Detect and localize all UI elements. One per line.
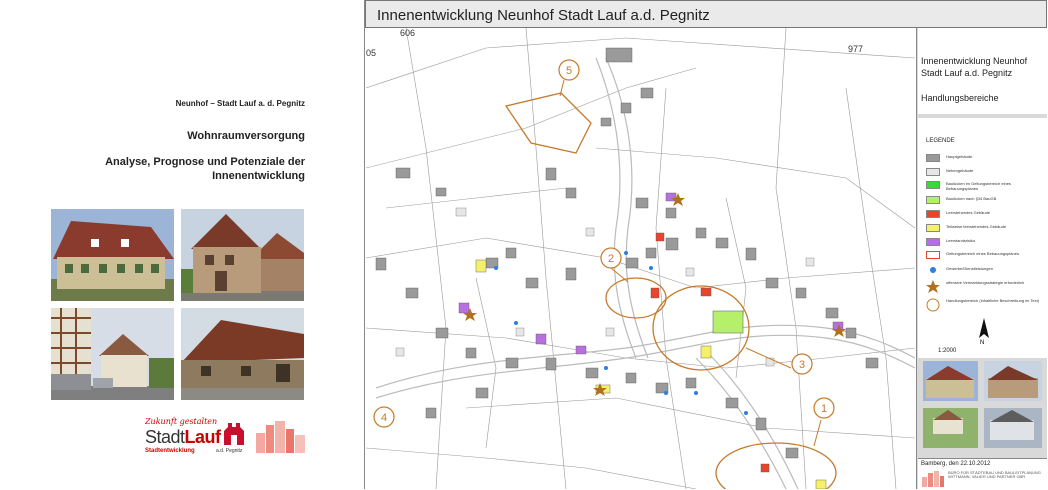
logo-subtitle: Stadtentwicklung xyxy=(145,448,195,454)
parcel-label-977: 977 xyxy=(848,44,864,54)
north-arrow-icon xyxy=(976,318,992,344)
legend-swatch xyxy=(926,196,940,204)
house-photo-2 xyxy=(181,209,304,301)
cover-title-2: Analyse, Prognose und Potenziale der Innenentwicklung xyxy=(105,156,305,182)
sheet-title-bar xyxy=(365,0,1047,28)
cover-photo-1 xyxy=(51,209,174,301)
area-label-2: 2 xyxy=(607,253,615,265)
legend-item: Baulücken im Geltungsbereich eines Bebauungsplanes xyxy=(926,181,1046,191)
cadastral-map[interactable] xyxy=(366,28,915,489)
parcel-label-606: 606 xyxy=(400,28,416,38)
legend-heading: LEGENDE xyxy=(926,138,955,144)
skyline-icon xyxy=(256,421,306,453)
cover-photo-2 xyxy=(181,209,304,301)
panel-title: Innenentwicklung Neunhof Stadt Lauf a.d. Pegnitz xyxy=(921,56,1028,78)
vacancy-risk-building xyxy=(576,346,586,354)
thumbnail-photos xyxy=(918,358,1047,458)
partly-vacant-building xyxy=(816,480,826,489)
vacant-building xyxy=(701,288,711,296)
cover-photo-4 xyxy=(181,308,304,400)
area-label-4: 4 xyxy=(380,412,388,424)
area-label-5: 5 xyxy=(565,65,573,77)
panel-header xyxy=(918,28,1047,114)
plan-date: Bamberg, den 22.10.2012 xyxy=(921,461,991,467)
logo-ad-pegnitz: a.d. Pegnitz xyxy=(216,448,243,454)
legend-item: Teilweise leerstehendes Gebäude xyxy=(926,224,1046,234)
legend-item: Leerstandsrisiko xyxy=(926,238,1046,248)
office-name: BÜRO FÜR STÄDTEBAU UND BAULEITPLANUNG WITTMANN, VALIER UND PARTNER GBR xyxy=(948,470,1041,479)
legend-panel xyxy=(916,28,1047,489)
legend-item: Baulücken nach §34 BauGB xyxy=(926,196,1046,206)
report-cover xyxy=(0,0,362,489)
vacant-building xyxy=(761,464,769,472)
legend-item: offensive Vermarktungsstrategie erforderlich xyxy=(926,280,1046,294)
panel-subtitle: Handlungsbereiche xyxy=(921,93,999,103)
star-icon xyxy=(926,280,940,294)
area-label-1: 1 xyxy=(820,403,828,415)
legend-item: Handlungsbereich (inhaltliche Beschreibung im Text) xyxy=(926,298,1046,312)
legend-item: Leerstehendes Gebäude xyxy=(926,210,1046,220)
vacant-building xyxy=(651,288,659,298)
city-crest-icon xyxy=(222,421,246,447)
vacancy-risk-building xyxy=(459,303,469,313)
cover-subtitle: Neunhof – Stadt Lauf a. d. Pegnitz xyxy=(175,99,305,108)
action-area-icon xyxy=(926,298,940,312)
legend xyxy=(918,118,1047,358)
legend-swatch xyxy=(926,238,940,246)
sheet-title: Innenentwicklung Neunhof Stadt Lauf a.d. Pegnitz xyxy=(377,7,710,24)
vacant-lot-34 xyxy=(713,311,743,333)
map-sheet xyxy=(364,0,1048,489)
cover-photo-3 xyxy=(51,308,174,400)
logo-stadt: Stadt xyxy=(145,427,185,447)
legend-swatch xyxy=(926,224,940,232)
map-canvas xyxy=(366,28,915,489)
partly-vacant-building xyxy=(476,260,486,272)
legend-item: Geltungsbereich eines Bebauungsplanes xyxy=(926,251,1046,261)
legend-swatch xyxy=(926,181,940,189)
commercial-dot-icon xyxy=(930,267,936,273)
svg-text:N: N xyxy=(980,340,985,344)
panel-footer xyxy=(918,458,1047,490)
legend-swatch xyxy=(926,168,940,176)
cover-title: Wohnraumversorgung xyxy=(187,130,305,142)
legend-item: Hauptgebäude xyxy=(926,154,1046,164)
logo-lauf: Lauf xyxy=(184,427,221,447)
panel-thumbnails xyxy=(918,358,1047,458)
office-logo-icon xyxy=(922,471,944,487)
legend-item: Nebengebäude xyxy=(926,168,1046,178)
area-label-3: 3 xyxy=(798,359,806,371)
partly-vacant-building xyxy=(701,346,711,358)
barn-photo xyxy=(181,308,304,400)
legend-item: Gewerbe/Dienstleistungen xyxy=(926,266,1046,276)
vacant-building xyxy=(656,233,664,241)
city-logo xyxy=(145,427,221,448)
legend-swatch xyxy=(926,210,940,218)
vacancy-risk-building xyxy=(536,334,546,344)
map-scale: 1:2000 xyxy=(938,348,957,354)
legend-swatch xyxy=(926,154,940,162)
logo-tagline: Zukunft gestalten xyxy=(145,417,218,426)
parcel-label-05: 05 xyxy=(366,48,377,58)
house-photo-1 xyxy=(51,209,174,301)
legend-swatch xyxy=(926,251,940,259)
house-photo-3 xyxy=(51,308,174,400)
